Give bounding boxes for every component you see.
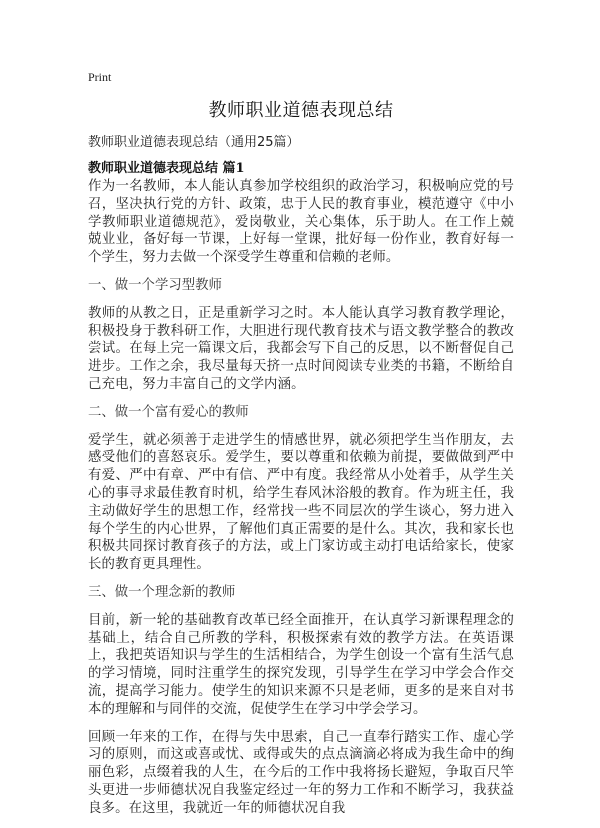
paragraph-intro: 作为一名教师，本人能认真参加学校组织的政治学习，积极响应党的号召，坚决执行党的方针、政策，忠于人民的教育事业，模范遵守《中小学教师职业道德规范》，爱岗敬业，关心集体，乐于助人。在工作上兢兢业业，备好每一节课，上好每一堂课，批好每一份作业，教育好每一个学生，努力去做一个深受学生尊重和信赖的老师。 [88, 179, 514, 266]
subheading-learning-teacher: 一、做一个学习型教师 [88, 277, 222, 293]
paragraph-caring: 爱学生，就必须善于走进学生的情感世界，就必须把学生当作朋友，去感受他们的喜怒哀乐。爱学生，要以尊重和依赖为前提，要做做到严中有爱、严中有章、严中有信、严中有度。我经常从小处着手，从学生关心的事寻求最佳教育时机，给学生春风沐浴般的教育。作为班主任，我主动做好学生的思想工作，经常找一些不同层次的学生谈心，努力进入每个学生的内心世界，了解他们真正需要的是什么。其次，我和家长也积极共同探讨教育孩子的方法，或上门家访或主动打电话给家长，使家长的教育更具理性。 [88, 432, 514, 573]
print-label: Print [88, 70, 112, 84]
subheading-caring-teacher: 二、做一个富有爱心的教师 [88, 404, 249, 420]
subheading-new-concept-teacher: 三、做一个理念新的教师 [88, 584, 236, 600]
paragraph-new-concept: 目前，新一轮的基础教育改革已经全面推开，在认真学习新课程理念的基础上，结合自己所教的学科，积极探索有效的教学方法。在英语课上，我把英语知识与学生的生活相结合，为学生创设一个富有生活气息的学习情境，同时注重学生的探究发现，引导学生在学习中学会合作交流，提高学习能力。使学生的知识来源不只是老师，更多的是来自对书本的理解和与同伴的交流，促使学生在学习中学会学习。 [88, 612, 514, 717]
paragraph-learning: 教师的从教之日，正是重新学习之时。本人能认真学习教育教学理论，积极投身于教科研工作，大胆进行现代教育技术与语文教学整合的教改尝试。在每上完一篇课文后，我都会写下自己的反思，以不断督促自己进步。工作之余，我尽量每天挤一点时间阅读专业类的书籍，不断给自己充电，努力丰富自己的文学内涵。 [88, 305, 514, 392]
paragraph-review: 回顾一年来的工作，在得与失中思索，自己一直奉行踏实工作、虚心学习的原则，而这或喜或忧、或得或失的点点滴滴必将成为我生命中的绚丽色彩，点缀着我的人生，在今后的工作中我将扬长避短，争取百尺竿头更进一步师德状况自我鉴定经过一年的努力工作和不断学习，我获益良多。在这里，我就近一年的师德状况自我 [88, 729, 514, 816]
document-title: 教师职业道德表现总结 [208, 100, 394, 121]
document-subtitle: 教师职业道德表现总结（通用25篇） [88, 135, 300, 150]
document-body [88, 178, 514, 828]
section-heading: 教师职业道德表现总结 篇1 [88, 161, 245, 176]
